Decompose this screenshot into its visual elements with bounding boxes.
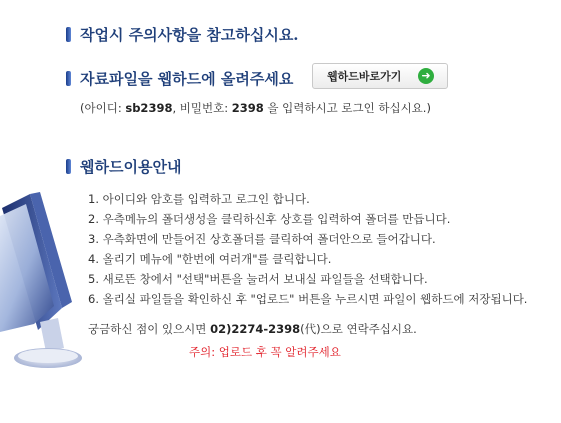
- id-value: sb2398: [125, 101, 173, 115]
- pw-label: 비밀번호:: [179, 101, 229, 115]
- heading-bullet-icon: [66, 27, 71, 42]
- contact-suffix: (代)으로 연락주십시요.: [300, 322, 417, 336]
- contact-prefix: 궁금하신 점이 있으시면: [88, 322, 207, 336]
- list-item: 6. 올리실 파일들을 확인하신 후 "업로드" 버튼을 누르시면 파일이 웹하드에 저장됩니다.: [88, 292, 528, 306]
- list-item: 4. 올리기 메뉴에 "한번에 여러개"를 클릭합니다.: [88, 252, 332, 266]
- login-suffix: 을 입력하시고 로그인 하십시요.: [267, 101, 427, 115]
- webhard-shortcut-label: 웹하드바로가기: [327, 70, 402, 83]
- arrow-right-icon: ➜: [418, 68, 434, 84]
- usage-steps-list: [88, 189, 527, 309]
- contact-phone: 02)2274-2398: [210, 322, 301, 336]
- upload-warning: 주의: 업로드 후 꼭 알려주세요: [189, 345, 341, 359]
- list-item: 5. 새로뜬 창에서 "선택"버튼을 눌러서 보내실 파일들을 선택합니다.: [88, 272, 428, 286]
- list-item: 1. 아이디와 암호를 입력하고 로그인 합니다.: [88, 192, 310, 206]
- list-item: 3. 우측화면에 만들어진 상호폴더를 클릭하여 폴더안으로 들어갑니다.: [88, 232, 436, 246]
- heading-bullet-icon: [66, 159, 71, 174]
- notice-heading: [66, 24, 299, 45]
- webhard-shortcut-button[interactable]: [312, 63, 448, 89]
- monitor-illustration-icon: [0, 190, 82, 380]
- upload-heading: [66, 68, 293, 89]
- upload-heading-text: 자료파일을 웹하드에 올려주세요: [80, 70, 294, 88]
- guide-heading: [66, 156, 181, 177]
- heading-bullet-icon: [66, 71, 71, 86]
- login-instructions: (아이디: sb2398, 비밀번호: 2398 을 입력하시고 로그인 하십시요.): [80, 101, 431, 115]
- list-item: 2. 우측메뉴의 폴더생성을 클릭하신후 상호를 입력하여 폴더를 만듭니다.: [88, 212, 451, 226]
- guide-heading-text: 웹하드이용안내: [80, 158, 182, 176]
- contact-info: [88, 321, 417, 337]
- pw-value: 2398: [231, 101, 264, 115]
- id-label: 아이디:: [84, 101, 122, 115]
- notice-heading-text: 작업시 주의사항을 참고하십시요.: [80, 26, 299, 44]
